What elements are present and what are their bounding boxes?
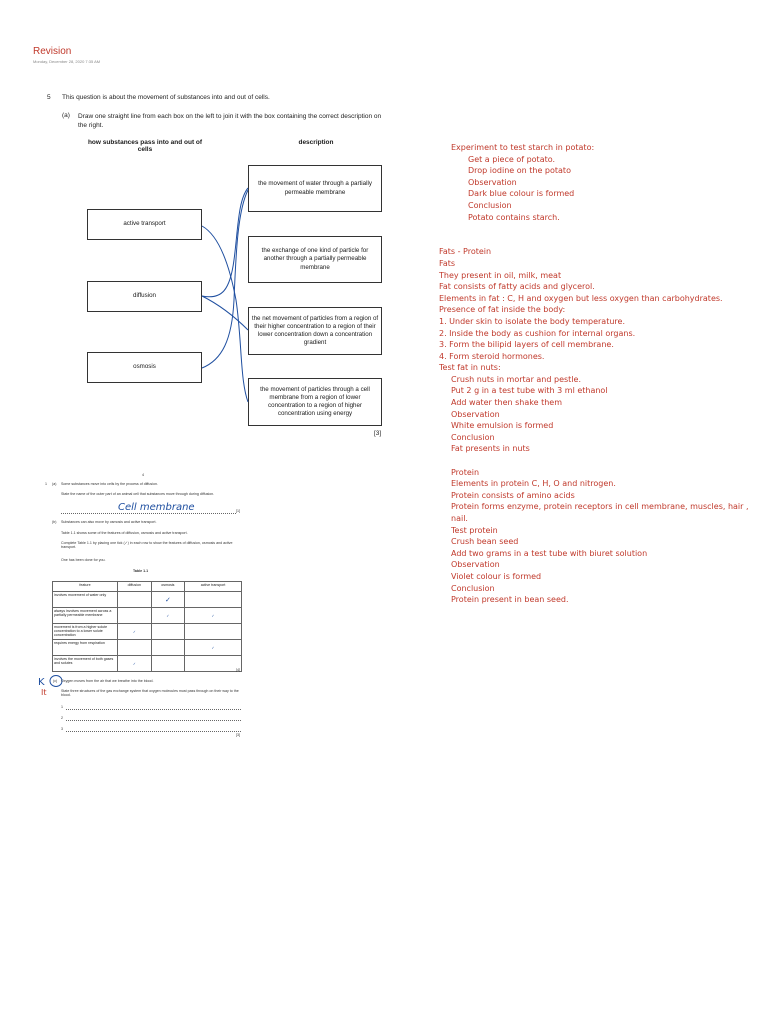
- note-line: Crush bean seed: [451, 537, 519, 547]
- answer-line-number: 3: [61, 727, 63, 731]
- table-header: diffusion: [118, 582, 152, 592]
- note-line: Violet colour is formed: [451, 571, 542, 581]
- answer-line: [66, 709, 241, 710]
- table-cell-feature: requires energy from respiration: [53, 640, 118, 656]
- answer-line-number: 2: [61, 716, 63, 720]
- table-1-1: [52, 581, 242, 672]
- q1-c-text1: Oxygen moves from the air that we breathe into the blood.: [61, 679, 154, 683]
- note-line: Conclusion: [451, 583, 495, 593]
- q5-intro: This question is about the movement of substances into and out of cells.: [62, 94, 270, 101]
- tick-cell: [118, 640, 152, 656]
- right-box-1: the movement of water through a partially permeable membrane: [248, 165, 382, 212]
- note-line: Get a piece of potato.: [468, 154, 556, 164]
- note-line: Add water then shake them: [451, 398, 562, 408]
- note-line: Conclusion: [468, 200, 512, 210]
- tick-cell: ✓: [151, 592, 184, 608]
- note-line: Protein forms enzyme, protein receptors in cell membrane, muscles, hair ,: [451, 502, 749, 512]
- q5-part-a: (a): [62, 112, 70, 119]
- note-line: Test protein: [451, 525, 498, 535]
- table-header: feature: [53, 582, 118, 592]
- q1-b-text3: Complete Table 1.1 by placing one tick (✓) in each row to show the features of diffusion, osmosis and active transport.: [61, 541, 233, 549]
- q1-part-c: (c): [53, 679, 58, 683]
- note-line: 3. Form the bilipid layers of cell membrane.: [439, 340, 614, 350]
- note-line: Observation: [451, 409, 500, 419]
- note-line: [439, 455, 768, 467]
- q1-part-a: (a): [52, 482, 57, 486]
- table-cell-feature: movement is from a higher solute concentration to a lower solute concentration: [53, 624, 118, 640]
- table-row: [53, 592, 242, 608]
- right-box-4: the movement of particles through a cell membrane from a region of lower concentration to a region of higher concentration using energy: [248, 378, 382, 426]
- q1-number: 1: [45, 482, 47, 486]
- note-line: Dark blue colour is formed: [468, 189, 575, 199]
- q1-c-text2: State three structures of the gas exchange system that oxygen molecules must pass through on their way to the blood.: [61, 689, 239, 697]
- note-line: Fat presents in nuts: [451, 444, 530, 454]
- note-line: Experiment to test starch in potato:: [451, 143, 595, 152]
- answer-line: [61, 513, 236, 514]
- table-header-row: [53, 582, 242, 592]
- table-cell-feature: involves movement of water only: [53, 592, 118, 608]
- table-row: [53, 656, 242, 672]
- table-row: [53, 624, 242, 640]
- q5-instruction: Draw one straight line from each box on the left to join it with the box containing the correct description on the right.: [78, 113, 382, 129]
- tick-cell: ✓: [118, 656, 152, 672]
- note-line: Fats - Protein: [439, 247, 492, 257]
- note-line: [439, 223, 768, 235]
- q1-b-marks: [4]: [236, 668, 240, 672]
- table-cell-feature: always involves movement across a partially permeable membrane: [53, 608, 118, 624]
- tick-cell: ✓: [118, 624, 152, 640]
- q5-marks: [3]: [374, 430, 382, 437]
- tick-cell: ✓: [185, 608, 242, 624]
- right-box-3: the net movement of particles from a region of their higher concentration to a region of their lower concentration down a concentration gradient: [248, 307, 382, 355]
- q1-part-b: (b): [52, 520, 57, 524]
- q1-b-text2: Table 1.1 shows some of the features of diffusion, osmosis and active transport.: [61, 531, 188, 535]
- note-line: Fats: [439, 258, 456, 268]
- table-cell-feature: involves the movement of both gases and solutes: [53, 656, 118, 672]
- left-box-active-transport: active transport: [87, 209, 202, 240]
- answer-line: [66, 720, 241, 721]
- q1-page-number: 4: [142, 473, 144, 477]
- note-line: Add two grams in a test tube with biuret solution: [451, 548, 648, 558]
- note-line: Elements in fat : C, H and oxygen but less oxygen than carbohydrates.: [439, 293, 723, 303]
- q5-number: 5: [47, 94, 51, 101]
- right-box-2: the exchange of one kind of particle for another through a partially permeable membrane: [248, 236, 382, 283]
- note-line: Observation: [468, 177, 517, 187]
- note-date: Monday, December 28, 2020 7:35 AM: [33, 59, 101, 64]
- note-line: 2. Inside the body as cushion for internal organs.: [439, 328, 636, 338]
- svg-text:K: K: [38, 677, 45, 688]
- tick-cell: [185, 624, 242, 640]
- note-line: Put 2 g in a test tube with 3 ml ethanol: [451, 386, 608, 396]
- table-header: osmosis: [151, 582, 184, 592]
- note-line: Protein consists of amino acids: [451, 490, 575, 500]
- q5-right-header: description: [298, 139, 334, 146]
- tick-cell: [151, 624, 184, 640]
- note-line: Drop iodine on the potato: [468, 166, 571, 176]
- q1-b-text1: Substances can also move by osmosis and active transport.: [61, 520, 157, 524]
- q5-left-header: how substances pass into and out of cells: [87, 139, 203, 153]
- note-line: Presence of fat inside the body:: [439, 305, 566, 315]
- answer-line: [66, 731, 241, 732]
- q1-a-answer: Cell membrane: [118, 502, 195, 513]
- answer-line-number: 1: [61, 705, 63, 709]
- note-line: 4. Form steroid hormones.: [439, 351, 545, 361]
- tick-cell: ✓: [185, 640, 242, 656]
- table-header: active transport: [185, 582, 242, 592]
- q1-table-title: Table 1.1: [133, 569, 149, 573]
- margin-note: It: [41, 688, 47, 697]
- table-row: [53, 608, 242, 624]
- note-title[interactable]: Revision: [33, 46, 72, 57]
- tick-cell: [151, 640, 184, 656]
- q1-a-text1: Some substances move into cells by the process of diffusion.: [61, 482, 159, 486]
- note-line: Potato contains starch.: [468, 212, 560, 222]
- left-box-diffusion: diffusion: [87, 281, 202, 312]
- q1-b-text4: One has been done for you.: [61, 558, 106, 562]
- tick-cell: ✓: [151, 608, 184, 624]
- tick-cell: [118, 592, 152, 608]
- note-line: 1. Under skin to isolate the body temperature.: [439, 316, 625, 326]
- note-line: nail.: [451, 514, 468, 523]
- note-line: Protein present in bean seed.: [451, 595, 569, 605]
- tick-cell: [118, 608, 152, 624]
- tick-cell: [185, 592, 242, 608]
- note-line: Conclusion: [451, 432, 495, 442]
- handdrawn-match-lines: [0, 0, 400, 440]
- note-line: They present in oil, milk, meat: [439, 270, 562, 280]
- note-line: [439, 235, 768, 247]
- revision-notes[interactable]: [439, 142, 768, 606]
- note-line: Observation: [451, 560, 500, 570]
- table-row: [53, 640, 242, 656]
- left-box-osmosis: osmosis: [87, 352, 202, 383]
- q1-a-text2: State the name of the outer part of an animal cell that substances move through during diffusion.: [61, 492, 215, 496]
- note-line: Fat consists of fatty acids and glycerol.: [439, 282, 595, 292]
- note-line: Protein: [451, 467, 480, 477]
- note-line: Elements in protein C, H, O and nitrogen.: [451, 479, 616, 489]
- tick-cell: [151, 656, 184, 672]
- note-line: Crush nuts in mortar and pestle.: [451, 374, 581, 384]
- q1-c-marks: [3]: [236, 733, 240, 737]
- note-line: White emulsion is formed: [451, 421, 554, 431]
- q1-a-marks: [1]: [236, 509, 240, 513]
- note-line: Test fat in nuts:: [439, 363, 501, 373]
- tick-cell: [185, 656, 242, 672]
